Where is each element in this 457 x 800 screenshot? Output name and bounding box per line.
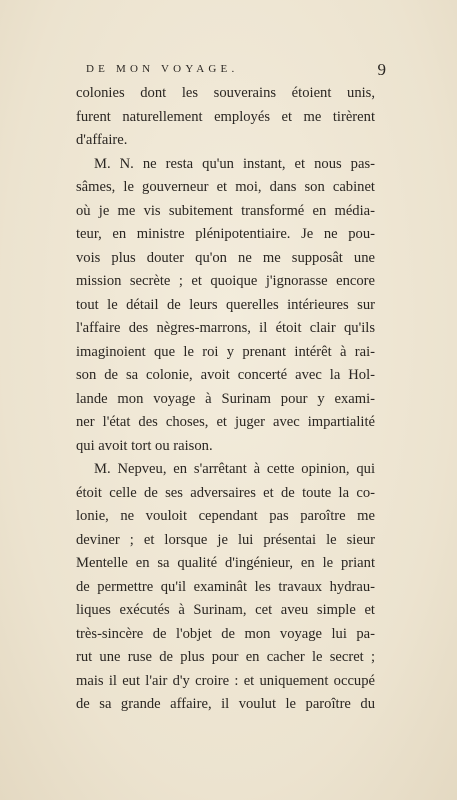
text-line: étoit celle de ses adversaires et de toute la co- bbox=[76, 484, 375, 501]
body-text bbox=[76, 82, 375, 717]
text-line: colonies dont les souverains étoient unis, bbox=[76, 85, 375, 101]
text-line: deviner ; et lorsque je lui présentai le sieur bbox=[76, 531, 375, 548]
text-line: tout le détail de leurs querelles intérieures sur bbox=[76, 296, 375, 313]
running-head: DE MON VOYAGE. bbox=[86, 63, 239, 75]
text-line: qui avoit tort ou raison. bbox=[76, 437, 213, 454]
text-line: M. Nepveu, en s'arrêtant à cette opinion, qui bbox=[94, 461, 375, 477]
text-line: d'affaire. bbox=[76, 132, 128, 148]
text-line: lande mon voyage à Surinam pour y exami- bbox=[76, 390, 375, 407]
text-line: teur, en ministre plénipotentiaire. Je ne pou- bbox=[76, 226, 375, 242]
page-number: 9 bbox=[377, 60, 386, 79]
text-line: rut une ruse de plus pour en cacher le secret ; bbox=[76, 649, 375, 665]
text-line: mission secrète ; et quoique j'ignorasse encore bbox=[76, 273, 375, 289]
text-line: de sa grande affaire, il voulut le paroître du bbox=[76, 696, 375, 712]
text-line: liques exécutés à Surinam, cet aveu simple et bbox=[76, 602, 375, 618]
text-line: vois plus douter qu'on ne me supposât une bbox=[76, 249, 375, 266]
text-line: lonie, ne vouloit cependant pas paroître me bbox=[76, 508, 375, 524]
text-line: très-sincère de l'objet de mon voyage lui pa- bbox=[76, 625, 375, 642]
text-line: où je me vis subitement transformé en média- bbox=[76, 202, 375, 219]
text-line: furent naturellement employés et me tirèrent bbox=[76, 108, 375, 125]
text-line: M. N. ne resta qu'un instant, et nous pas- bbox=[94, 155, 375, 172]
text-line: imaginoient que le roi y prenant intérêt à rai- bbox=[76, 343, 375, 360]
text-line: son de sa colonie, avoit concerté avec la Hol- bbox=[76, 367, 375, 383]
text-line: ner l'état des choses, et juger avec impartialité bbox=[76, 414, 375, 430]
text-line: mais il eut l'air d'y croire : et uniquement occupé bbox=[76, 672, 375, 689]
text-line: l'affaire des nègres-marrons, il étoit clair qu'ils bbox=[76, 320, 375, 336]
page-header bbox=[86, 60, 386, 82]
text-line: Mentelle en sa qualité d'ingénieur, en le priant bbox=[76, 555, 375, 571]
text-line: sâmes, le gouverneur et moi, dans son cabinet bbox=[76, 179, 375, 195]
text-line: de permettre qu'il examinât les travaux hydrau- bbox=[76, 578, 375, 595]
